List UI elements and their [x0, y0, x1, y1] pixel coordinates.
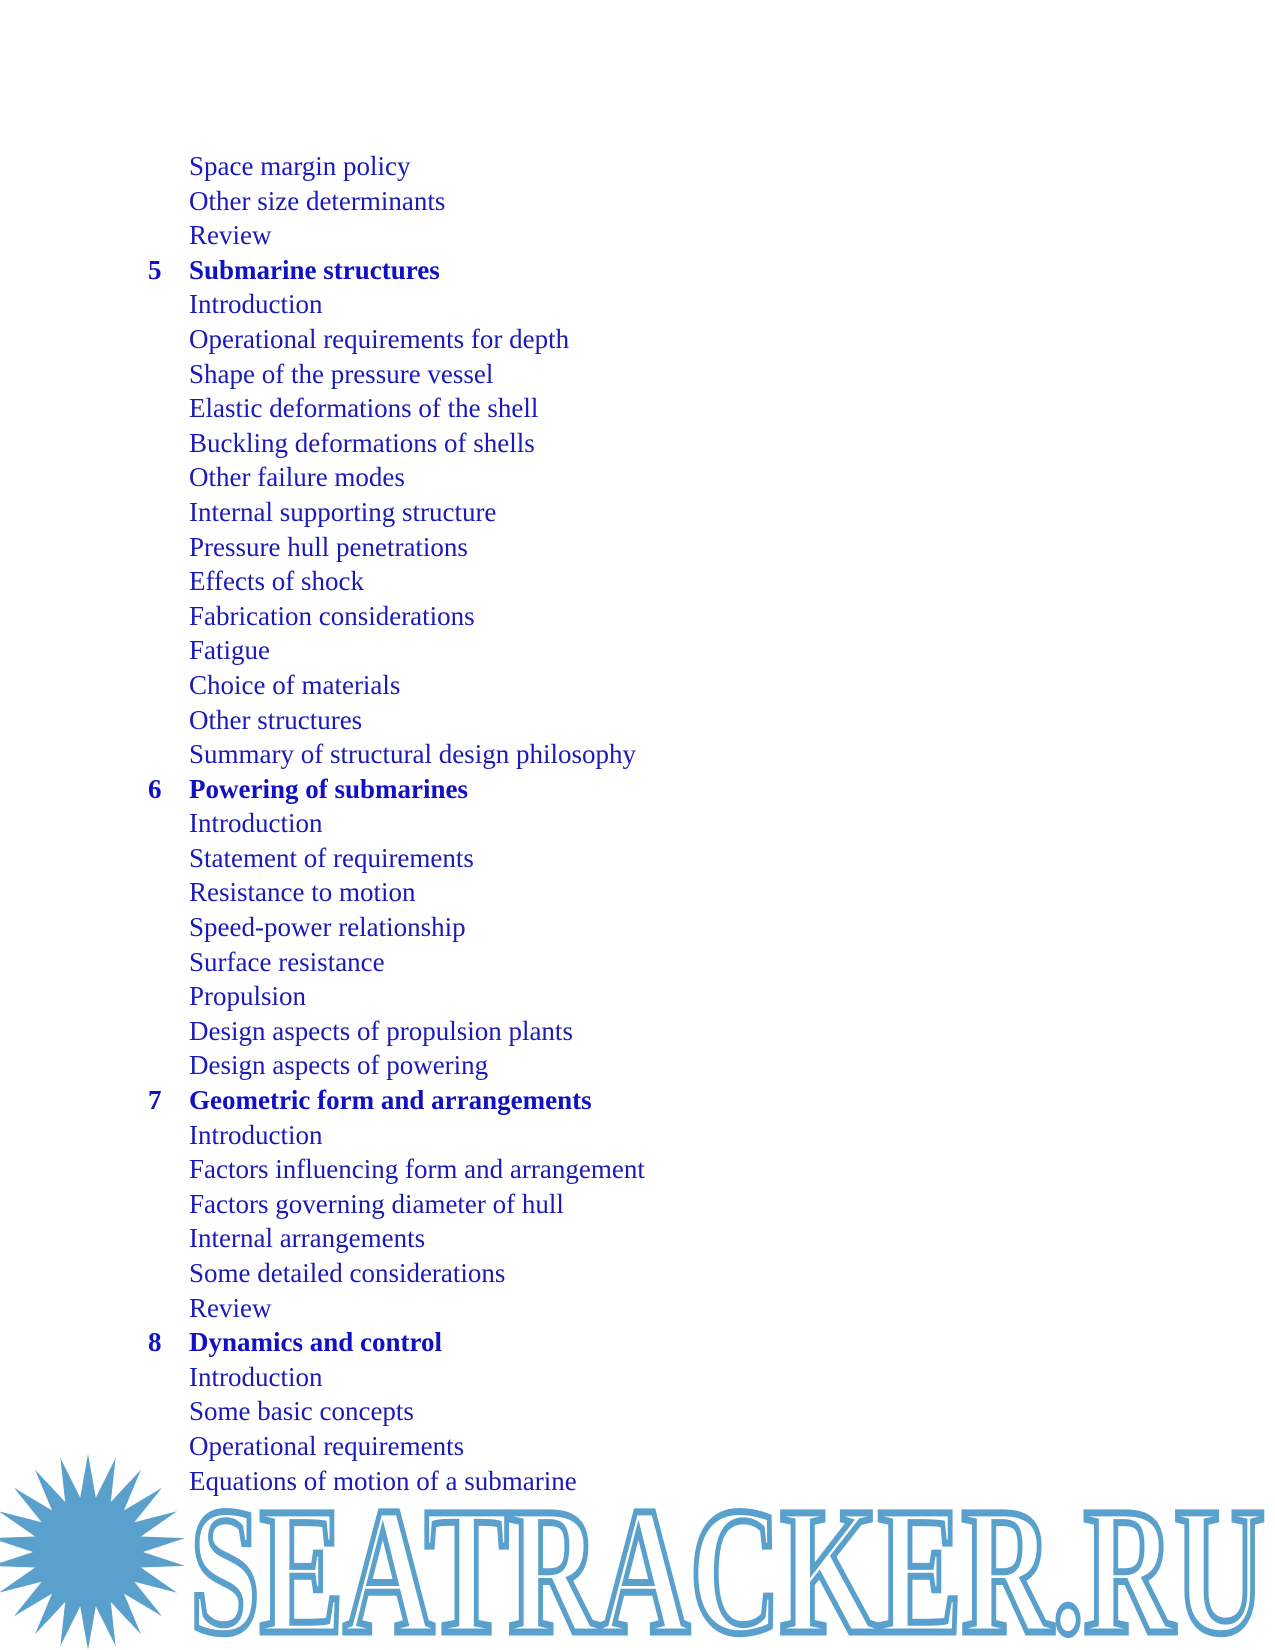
toc-entry[interactable]: Review	[189, 220, 272, 251]
toc-entry[interactable]: Buckling deformations of shells	[189, 427, 535, 458]
toc-entry[interactable]: Resistance to motion	[189, 877, 416, 908]
toc-entry[interactable]: Design aspects of propulsion plants	[189, 1015, 573, 1046]
toc-entry[interactable]: Other structures	[189, 704, 363, 735]
toc-entry[interactable]: Internal arrangements	[189, 1223, 426, 1254]
toc-entry[interactable]: Introduction	[189, 1361, 323, 1392]
toc-entry[interactable]: Fabrication considerations	[189, 600, 475, 631]
toc-entry[interactable]: Some basic concepts	[189, 1396, 414, 1427]
toc-chapter-5[interactable]	[148, 253, 645, 288]
toc-entry[interactable]: Factors governing diameter of hull	[189, 1188, 564, 1219]
sun-logo-icon	[0, 1454, 185, 1650]
chapter-title: Dynamics and control	[189, 1327, 443, 1358]
toc-entry[interactable]: Review	[189, 1292, 272, 1323]
chapter-title: Powering of submarines	[189, 773, 468, 804]
toc-entry[interactable]: Space margin policy	[189, 151, 411, 181]
toc-entry[interactable]: Introduction	[189, 808, 323, 839]
chapter-title: Submarine structures	[189, 254, 440, 285]
toc-entry[interactable]: Choice of materials	[189, 669, 401, 700]
chapter-number: 7	[148, 1085, 162, 1116]
table-of-contents	[148, 149, 645, 1498]
toc-entry[interactable]: Operational requirements for depth	[189, 323, 570, 354]
toc-entry[interactable]: Speed-power relationship	[189, 912, 466, 943]
seatracker-watermark	[0, 1452, 1275, 1650]
toc-entry[interactable]: Internal supporting structure	[189, 496, 497, 527]
toc-entry[interactable]: Factors influencing form and arrangement	[189, 1154, 645, 1185]
toc-entry[interactable]: Other failure modes	[189, 462, 405, 493]
toc-entry[interactable]: Operational requirements	[189, 1430, 465, 1461]
toc-chapter-6[interactable]	[148, 772, 645, 807]
toc-entry[interactable]: Other size determinants	[189, 185, 446, 216]
toc-entry[interactable]: Some detailed considerations	[189, 1258, 506, 1288]
chapter-number: 5	[148, 254, 162, 285]
toc-entry[interactable]: Statement of requirements	[189, 842, 474, 873]
toc-entry[interactable]: Summary of structural design philosophy	[189, 739, 636, 770]
toc-entry[interactable]: Effects of shock	[189, 566, 364, 597]
toc-entry[interactable]: Elastic deformations of the shell	[189, 393, 539, 424]
watermark-text: SEATRACKER.RU	[190, 1471, 1265, 1650]
toc-entry[interactable]: Shape of the pressure vessel	[189, 358, 494, 389]
toc-chapter-7[interactable]	[148, 1083, 645, 1118]
toc-entry[interactable]: Equations of motion of a submarine	[189, 1465, 577, 1496]
toc-entry[interactable]: Propulsion	[189, 981, 307, 1012]
toc-entry[interactable]: Fatigue	[189, 635, 270, 666]
chapter-number: 8	[148, 1327, 162, 1358]
toc-entry[interactable]: Introduction	[189, 289, 323, 320]
toc-chapter-8[interactable]	[148, 1325, 645, 1360]
chapter-title: Geometric form and arrangements	[189, 1085, 592, 1116]
chapter-number: 6	[148, 773, 162, 804]
toc-entry[interactable]: Surface resistance	[189, 946, 385, 977]
toc-entry[interactable]: Introduction	[189, 1119, 323, 1150]
toc-entry[interactable]: Design aspects of powering	[189, 1050, 489, 1081]
toc-entry[interactable]: Pressure hull penetrations	[189, 531, 468, 562]
